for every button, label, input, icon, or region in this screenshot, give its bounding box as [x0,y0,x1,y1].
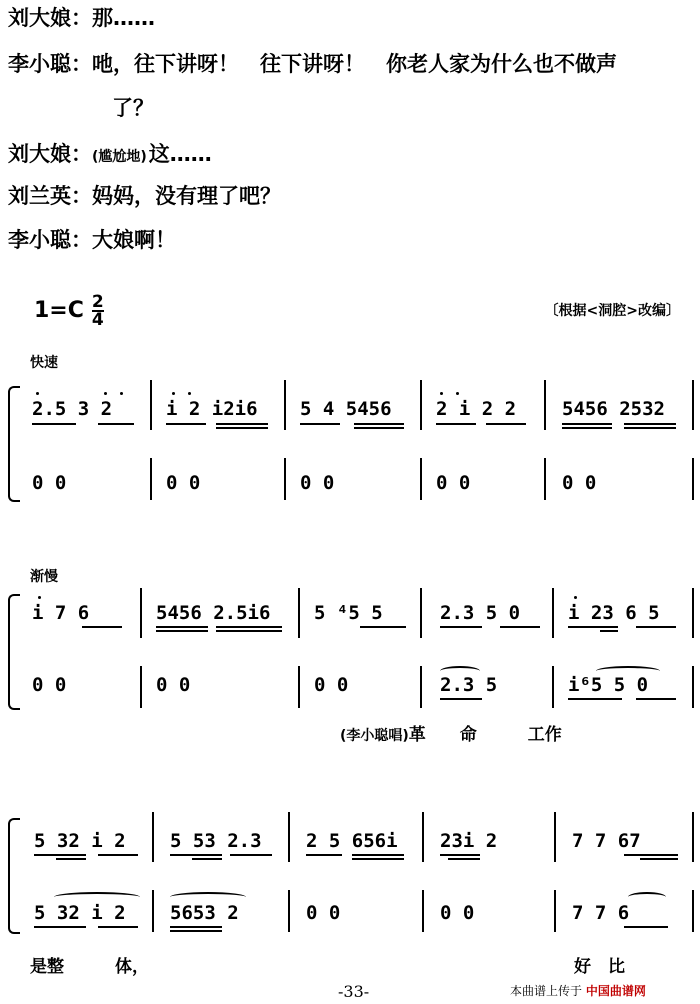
barline [420,458,422,500]
key-label: 1=C [34,298,84,323]
measure-upper: 2.5 3 2 [32,398,113,420]
tie-slur [596,666,660,676]
speaker-name: 刘兰英： [8,184,92,208]
measure-lower: 0 0 [32,472,67,494]
dialogue-text: 大娘啊！ [92,228,176,252]
barline [284,458,286,500]
speaker-name: 李小聪： [8,52,92,76]
measure-upper: 2 5 656i [306,830,398,852]
measure-lower: 2.3 5 [440,674,498,696]
measure-lower: 0 0 [306,902,341,924]
speaker-name: 刘大娘： [8,6,92,30]
dialogue-line [8,50,617,78]
dialogue-text: 吔，往下讲呀！ 往下讲呀！ 你老人家为什么也不做声 [92,52,617,76]
system-brace [8,386,20,502]
measure-upper: i 7 6 [32,602,90,624]
system-brace [8,594,20,710]
lyric-line: 好 比 [574,957,625,977]
stage-direction: (尴尬地) [92,149,147,165]
system-brace [8,818,20,934]
measure-lower: 0 0 [300,472,335,494]
dialogue-line [8,140,212,171]
dialogue-line [112,94,154,122]
measure-upper: 5456 2532 [562,398,665,420]
measure-lower: 0 0 [156,674,191,696]
measure-upper: 23i 2 [440,830,498,852]
measure-upper: 7 7 67 [572,830,641,852]
tie-slur [54,892,140,902]
tie-slur [628,892,666,902]
tie-slur [440,666,480,676]
barline [420,380,422,430]
measure-lower: 5653 2 [170,902,239,924]
barline [544,458,546,500]
dialogue-line [8,4,155,32]
barline [150,380,152,430]
measure-upper: i 23 6 5 [568,602,660,624]
measure-upper: i 2 i2i6 [166,398,258,420]
barline [692,380,694,430]
dialogue-line [8,226,176,254]
dialogue-text: 了？ [112,96,154,120]
tempo-marking: 快速 [30,355,58,371]
singer-label: (李小聪唱) [340,728,409,744]
lyric-line: 是整 体， [30,957,149,977]
measure-upper: 5 ⁴5 5 [314,602,383,624]
measure-lower: 0 0 [32,674,67,696]
speaker-name: 李小聪： [8,228,92,252]
page-number: -33- [338,982,370,1001]
measure-upper: 5456 2.5i6 [156,602,271,624]
dialogue-text: 妈妈，没有理了吧？ [92,184,281,208]
measure-lower: 5 32 i 2 [34,902,126,924]
measure-upper: 5 53 2.3 [170,830,262,852]
tempo-marking: 渐慢 [30,569,58,585]
measure-lower: 0 0 [314,674,349,696]
watermark [510,982,646,999]
measure-lower: 7 7 6 [572,902,630,924]
barline [544,380,546,430]
measure-lower: 0 0 [166,472,201,494]
measure-lower: 0 0 [436,472,471,494]
source-note: 〔根据<洞腔>改编〕 [544,303,680,319]
dialogue-text: 那…… [92,6,155,30]
lyric-text: 革 命 工作 [408,725,562,745]
barline [284,380,286,430]
site-logo: 中国曲谱网 [585,984,646,998]
barline [150,458,152,500]
measure-lower: 0 0 [562,472,597,494]
watermark-text: 本曲谱上传于 [510,984,583,998]
measure-upper: 2.3 5 0 [440,602,521,624]
key-signature [34,294,104,328]
dialogue-text: 这…… [148,142,212,166]
measure-lower: 0 0 [440,902,475,924]
measure-upper: 2 i 2 2 [436,398,517,420]
dialogue-line [8,182,281,210]
tie-slur [170,892,246,902]
time-signature: $\frac{2}{4}$ [91,292,104,330]
lyric-line [340,720,562,745]
measure-upper: 5 32 i 2 [34,830,126,852]
barline [692,458,694,500]
measure-lower: i⁶5 5 0 [568,674,649,696]
measure-upper: 5 4 5456 [300,398,392,420]
speaker-name: 刘大娘： [8,142,92,166]
